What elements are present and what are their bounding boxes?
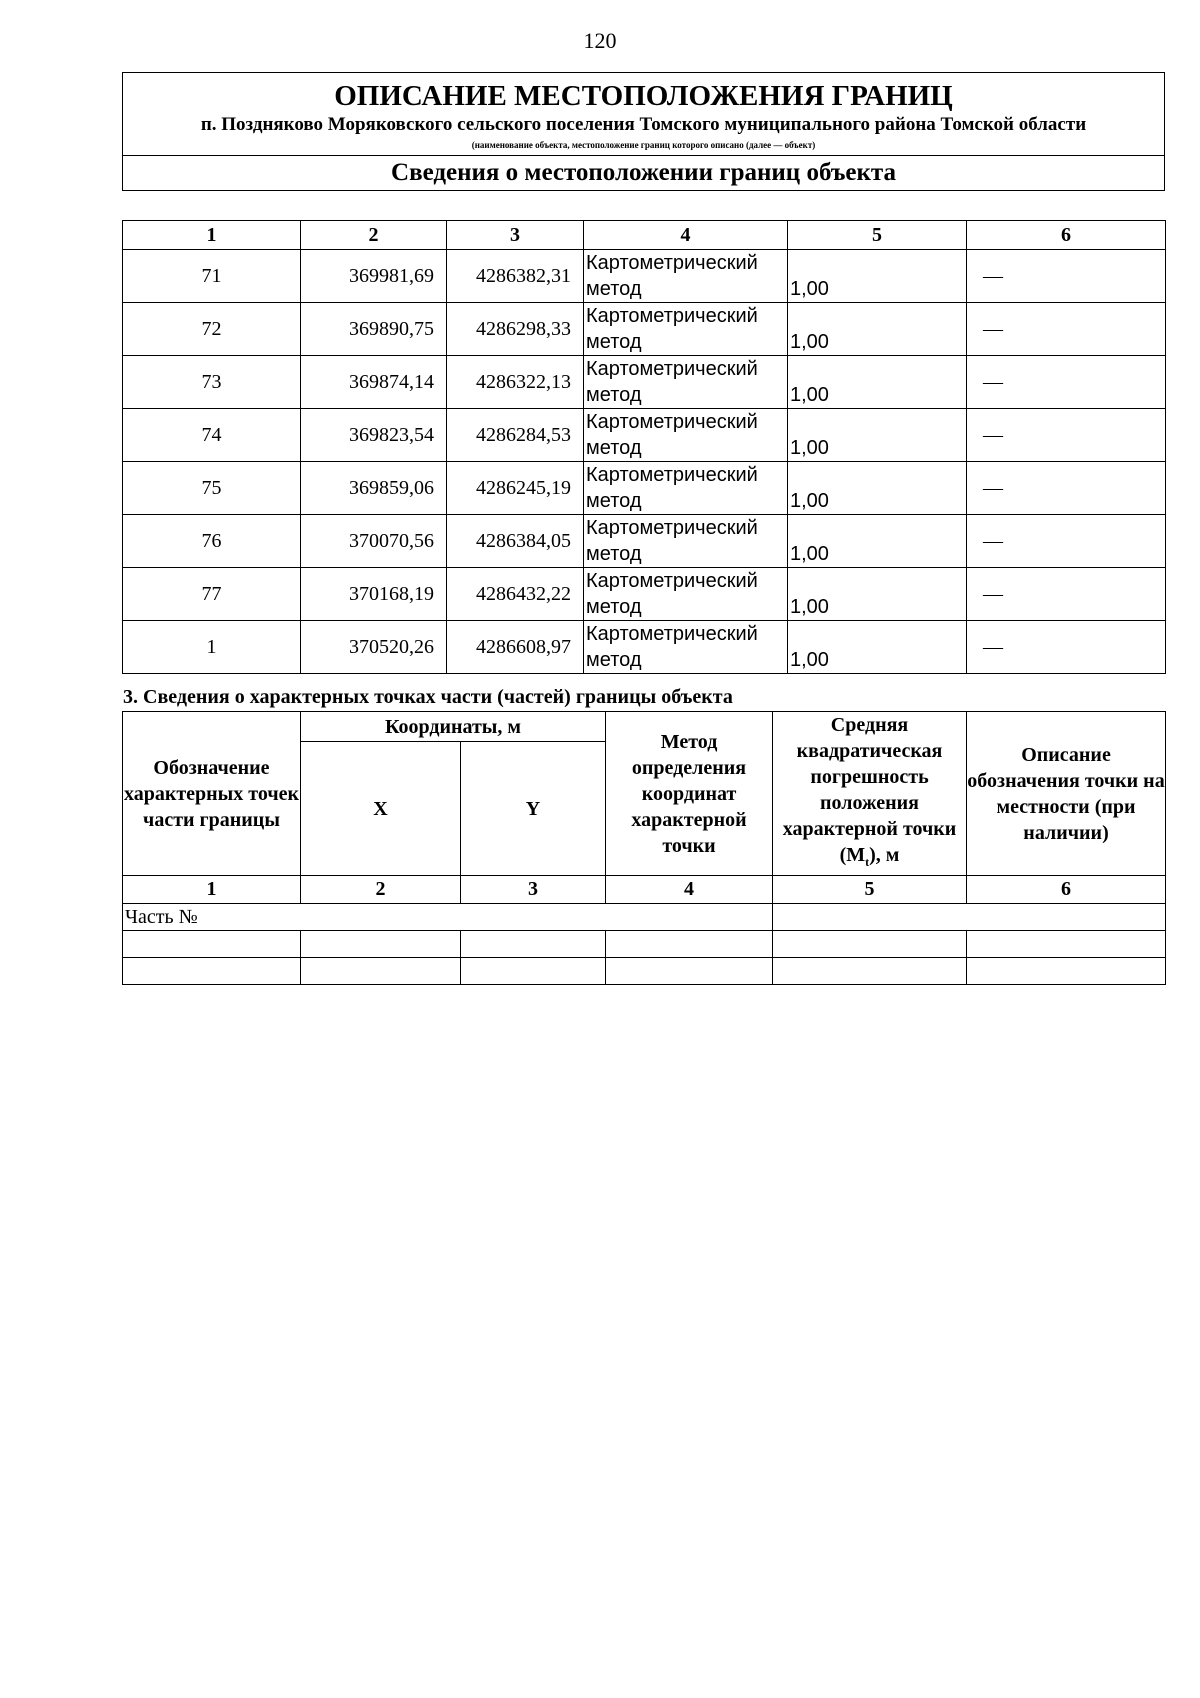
column-number: 3 (461, 876, 606, 904)
empty-cell (301, 958, 461, 985)
header-method: Метод определения координат характерной точки (606, 712, 773, 876)
column-number: 5 (788, 221, 967, 250)
point-number: 74 (123, 409, 301, 462)
coordinate-x: 369890,75 (301, 303, 447, 356)
column-number: 2 (301, 876, 461, 904)
accuracy-subscript: t (865, 855, 870, 869)
empty-cell (773, 958, 967, 985)
column-number: 5 (773, 876, 967, 904)
empty-cell (123, 931, 301, 958)
description-cell: — (967, 356, 1166, 409)
header-x: X (301, 742, 461, 876)
coordinate-x: 369859,06 (301, 462, 447, 515)
method-cell: Картометрический метод (584, 303, 788, 356)
coordinate-x: 369823,54 (301, 409, 447, 462)
empty-row (123, 931, 1166, 958)
part-label-row (123, 904, 1166, 931)
table-row (123, 621, 1166, 674)
section-title: Сведения о местоположении границ объекта (123, 156, 1165, 191)
point-number: 1 (123, 621, 301, 674)
method-cell: Картометрический метод (584, 621, 788, 674)
header-accuracy (773, 712, 967, 876)
table-row (123, 303, 1166, 356)
header-y: Y (461, 742, 606, 876)
point-number: 73 (123, 356, 301, 409)
coordinates-rows (123, 250, 1166, 674)
description-cell: — (967, 409, 1166, 462)
empty-cell (773, 904, 1166, 931)
document-title: ОПИСАНИЕ МЕСТОПОЛОЖЕНИЯ ГРАНИЦ (334, 80, 953, 112)
table-row (123, 515, 1166, 568)
empty-cell (123, 958, 301, 985)
empty-cell (301, 931, 461, 958)
accuracy-cell: 1,00 (788, 621, 967, 674)
table-row (123, 568, 1166, 621)
table-row (123, 356, 1166, 409)
point-number: 72 (123, 303, 301, 356)
coordinate-y: 4286382,31 (447, 250, 584, 303)
method-cell: Картометрический метод (584, 409, 788, 462)
column-number: 6 (967, 876, 1166, 904)
point-number: 71 (123, 250, 301, 303)
point-number: 76 (123, 515, 301, 568)
point-number: 77 (123, 568, 301, 621)
empty-cell (606, 931, 773, 958)
header-coordinates: Координаты, м (301, 712, 606, 742)
method-cell: Картометрический метод (584, 356, 788, 409)
column-number-row (123, 221, 1166, 250)
coordinate-y: 4286298,33 (447, 303, 584, 356)
description-cell: — (967, 568, 1166, 621)
coordinate-x: 370168,19 (301, 568, 447, 621)
accuracy-cell: 1,00 (788, 303, 967, 356)
method-cell: Картометрический метод (584, 462, 788, 515)
coordinate-y: 4286608,97 (447, 621, 584, 674)
method-cell: Картометрический метод (584, 515, 788, 568)
description-cell: — (967, 303, 1166, 356)
method-cell: Картометрический метод (584, 568, 788, 621)
coordinate-x: 370070,56 (301, 515, 447, 568)
empty-row (123, 958, 1166, 985)
boundary-coordinates-table (122, 220, 1166, 674)
coordinate-y: 4286432,22 (447, 568, 584, 621)
accuracy-cell: 1,00 (788, 409, 967, 462)
coordinate-y: 4286322,13 (447, 356, 584, 409)
column-number: 1 (123, 876, 301, 904)
accuracy-cell: 1,00 (788, 568, 967, 621)
accuracy-cell: 1,00 (788, 356, 967, 409)
accuracy-cell: 1,00 (788, 462, 967, 515)
empty-cell (967, 958, 1166, 985)
coordinate-x: 369981,69 (301, 250, 447, 303)
part-points-table (122, 711, 1166, 985)
column-number: 6 (967, 221, 1166, 250)
coordinate-x: 370520,26 (301, 621, 447, 674)
coordinate-y: 4286384,05 (447, 515, 584, 568)
description-cell: — (967, 250, 1166, 303)
column-number-row (123, 876, 1166, 904)
empty-cell (773, 931, 967, 958)
empty-cell (461, 958, 606, 985)
method-cell: Картометрический метод (584, 250, 788, 303)
document-subtitle: п. Поздняково Моряковского сельского поселения Томского муниципального района Томской области (200, 114, 1087, 135)
coordinate-x: 369874,14 (301, 356, 447, 409)
section3-title: 3. Сведения о характерных точках части (частей) границы объекта (123, 686, 733, 708)
description-cell: — (967, 515, 1166, 568)
coordinate-y: 4286245,19 (447, 462, 584, 515)
coordinate-y: 4286284,53 (447, 409, 584, 462)
column-number: 4 (606, 876, 773, 904)
description-cell: — (967, 621, 1166, 674)
table-row (123, 409, 1166, 462)
document-header (122, 72, 1165, 191)
header-point-designation: Обозначение характерных точек части границы (123, 712, 301, 876)
column-number: 2 (301, 221, 447, 250)
document-caption: (наименование объекта, местоположение границ которого описано (далее — объект) (471, 140, 816, 150)
point-number: 75 (123, 462, 301, 515)
table-row (123, 250, 1166, 303)
description-cell: — (967, 462, 1166, 515)
table-row (123, 462, 1166, 515)
page-number: 120 (583, 28, 617, 53)
empty-cell (461, 931, 606, 958)
part-label: Часть № (123, 904, 773, 931)
column-number: 1 (123, 221, 301, 250)
accuracy-cell: 1,00 (788, 515, 967, 568)
empty-cell (606, 958, 773, 985)
empty-cell (967, 931, 1166, 958)
header-description: Описание обозначения точки на местности (при наличии) (967, 712, 1166, 876)
header-cell (123, 73, 1165, 156)
accuracy-cell: 1,00 (788, 250, 967, 303)
accuracy-label: Средняя квадратическая погрешность положения характерной точки (M (782, 714, 957, 866)
column-number: 4 (584, 221, 788, 250)
column-number: 3 (447, 221, 584, 250)
accuracy-unit: ), м (869, 844, 900, 866)
